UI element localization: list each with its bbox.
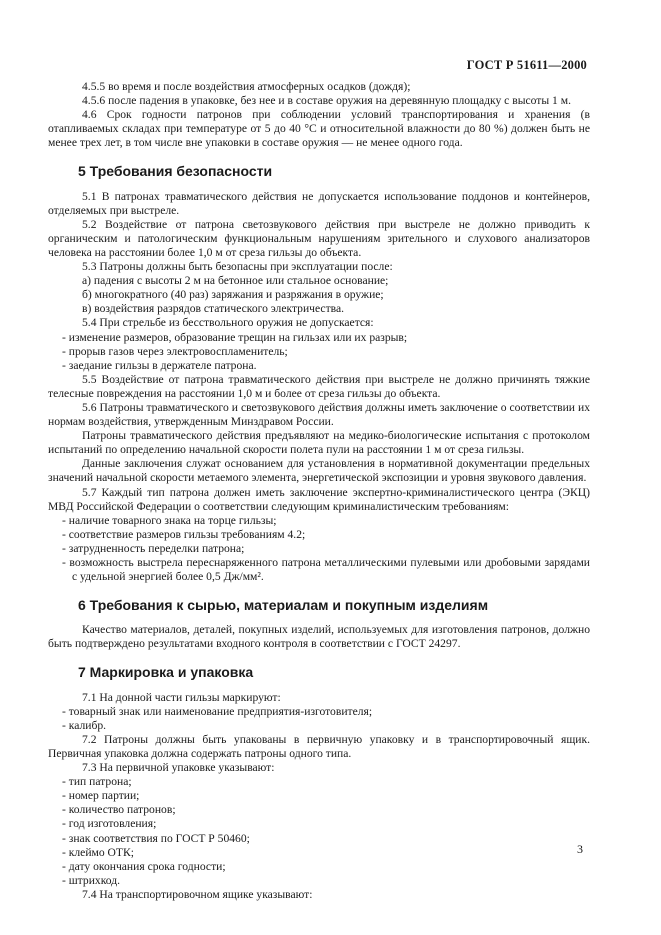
list-item: - соответствие размеров гильзы требованиям 4.2; (62, 527, 306, 541)
clause-5-5: 5.5 Воздействие от патрона травматического действия при выстреле не должно причинять тяжкие телесные повреждения на расстоянии 1,0 м и более от среза гильзы до объекта. (48, 372, 590, 400)
section-6-title: 6 Требования к сырью, материалам и покупным изделиям (78, 597, 489, 614)
list-item: - знак соответствия по ГОСТ Р 50460; (62, 831, 250, 845)
list-item: - количество патронов; (62, 803, 176, 817)
section-6-text: Качество материалов, деталей, покупных изделий, используемых для изготовления патронов, должно быть подтверждено результатами входного контроля в соответствии с ГОСТ 24297. (48, 623, 590, 651)
clause-5-6: 5.6 Патроны травматического и светозвукового действия должны иметь заключение о соответствии их нормам воздействия, утвержденным Минздравом России. (48, 400, 590, 429)
list-item: - штрихкод. (62, 873, 120, 887)
list-item: - прорыв газов через электровоспламенитель; (62, 344, 288, 358)
clause-4-5-5: 4.5.5 во время и после воздействия атмосферных осадков (дождя); (82, 80, 411, 93)
clause-5-3: 5.3 Патроны должны быть безопасны при эксплуатации после: (82, 260, 393, 274)
clause-5-6-paragraph-3: Данные заключения служат основанием для установления в нормативной документации предельных значений начальной скорости метаемого элемента, энергетической экспозиции и уровня звукового давления. (48, 457, 590, 485)
list-item: - товарный знак или наименование предприятия-изготовителя; (62, 704, 373, 718)
clause-7-3: 7.3 На первичной упаковке указывают: (82, 761, 275, 775)
page-number: 3 (577, 842, 583, 856)
list-item: - возможность выстрела переснаряженного патрона металлическими пулевыми или дробовыми зарядами с удельной энергией более 0,5 Дж/мм². (62, 556, 590, 584)
clause-4-5-6: 4.5.6 после падения в упаковке, без нее и в составе оружия на деревянную площадку с высоты 1 м. (82, 94, 571, 108)
list-item: б) многократного (40 раз) заряжания и разряжания в оружие; (82, 288, 384, 302)
list-item: - номер партии; (62, 789, 140, 803)
list-item: - дату окончания срока годности; (62, 859, 226, 873)
document-code-header: ГОСТ Р 51611—2000 (466, 58, 587, 72)
clause-5-2: 5.2 Воздействие от патрона светозвукового действия при выстреле не должно приводить к органическим и патологическим функциональным нарушениям зрительного и слухового анализаторов человека на расстоянии более 1,0 м от среза гильзы до объекта. (48, 217, 590, 259)
clause-4-6: 4.6 Срок годности патронов при соблюдении условий транспортирования и хранения (в отапливаемых складах при температуре от 5 до 40 °С и относительной влажности до 80 %) должен быть не менее трех лет, в том числе вне упаковки в составе оружия — не менее одного года. (48, 108, 590, 150)
list-item: - калибр. (62, 718, 107, 732)
list-item: - затрудненность переделки патрона; (62, 541, 245, 555)
list-item: - изменение размеров, образование трещин на гильзах или их разрыв; (62, 330, 408, 344)
list-item: - год изготовления; (62, 817, 157, 831)
list-item: - клеймо ОТК; (62, 845, 134, 859)
section-5-title: 5 Требования безопасности (78, 163, 273, 180)
list-item: в) воздействия разрядов статического электричества. (82, 302, 345, 316)
clause-7-4: 7.4 На транспортировочном ящике указывают: (82, 887, 313, 901)
clause-5-6-paragraph-2: Патроны травматического действия предъявляют на медико-биологические испытания с протоколом испытаний по определению начальной скорости полета пули на расстоянии 1 м от среза гильзы. (48, 429, 590, 457)
section-7-title: 7 Маркировка и упаковка (78, 664, 254, 681)
clause-5-1: 5.1 В патронах травматического действия не допускается использование поддонов и контейнеров, отделяемых при выстреле. (48, 189, 590, 217)
clause-5-7: 5.7 Каждый тип патрона должен иметь заключение экспертно-криминалистического центра (ЭКЦ) МВД Российской Федерации о соответствии следующим криминалистическим требованиям: (48, 485, 590, 513)
list-item: - наличие товарного знака на торце гильзы; (62, 513, 277, 527)
clause-5-4: 5.4 При стрельбе из бесствольного оружия не допускается: (82, 316, 374, 330)
clause-7-1: 7.1 На донной части гильзы маркируют: (82, 690, 281, 704)
list-item: - заедание гильзы в держателе патрона. (62, 358, 257, 372)
list-item: а) падения с высоты 2 м на бетонное или стальное основание; (82, 274, 389, 288)
list-item: - тип патрона; (62, 775, 132, 789)
clause-7-2: 7.2 Патроны должны быть упакованы в первичную упаковку и в транспортировочный ящик. Первичная упаковка должна содержать патроны одного типа. (48, 732, 590, 760)
page-content (48, 80, 590, 902)
